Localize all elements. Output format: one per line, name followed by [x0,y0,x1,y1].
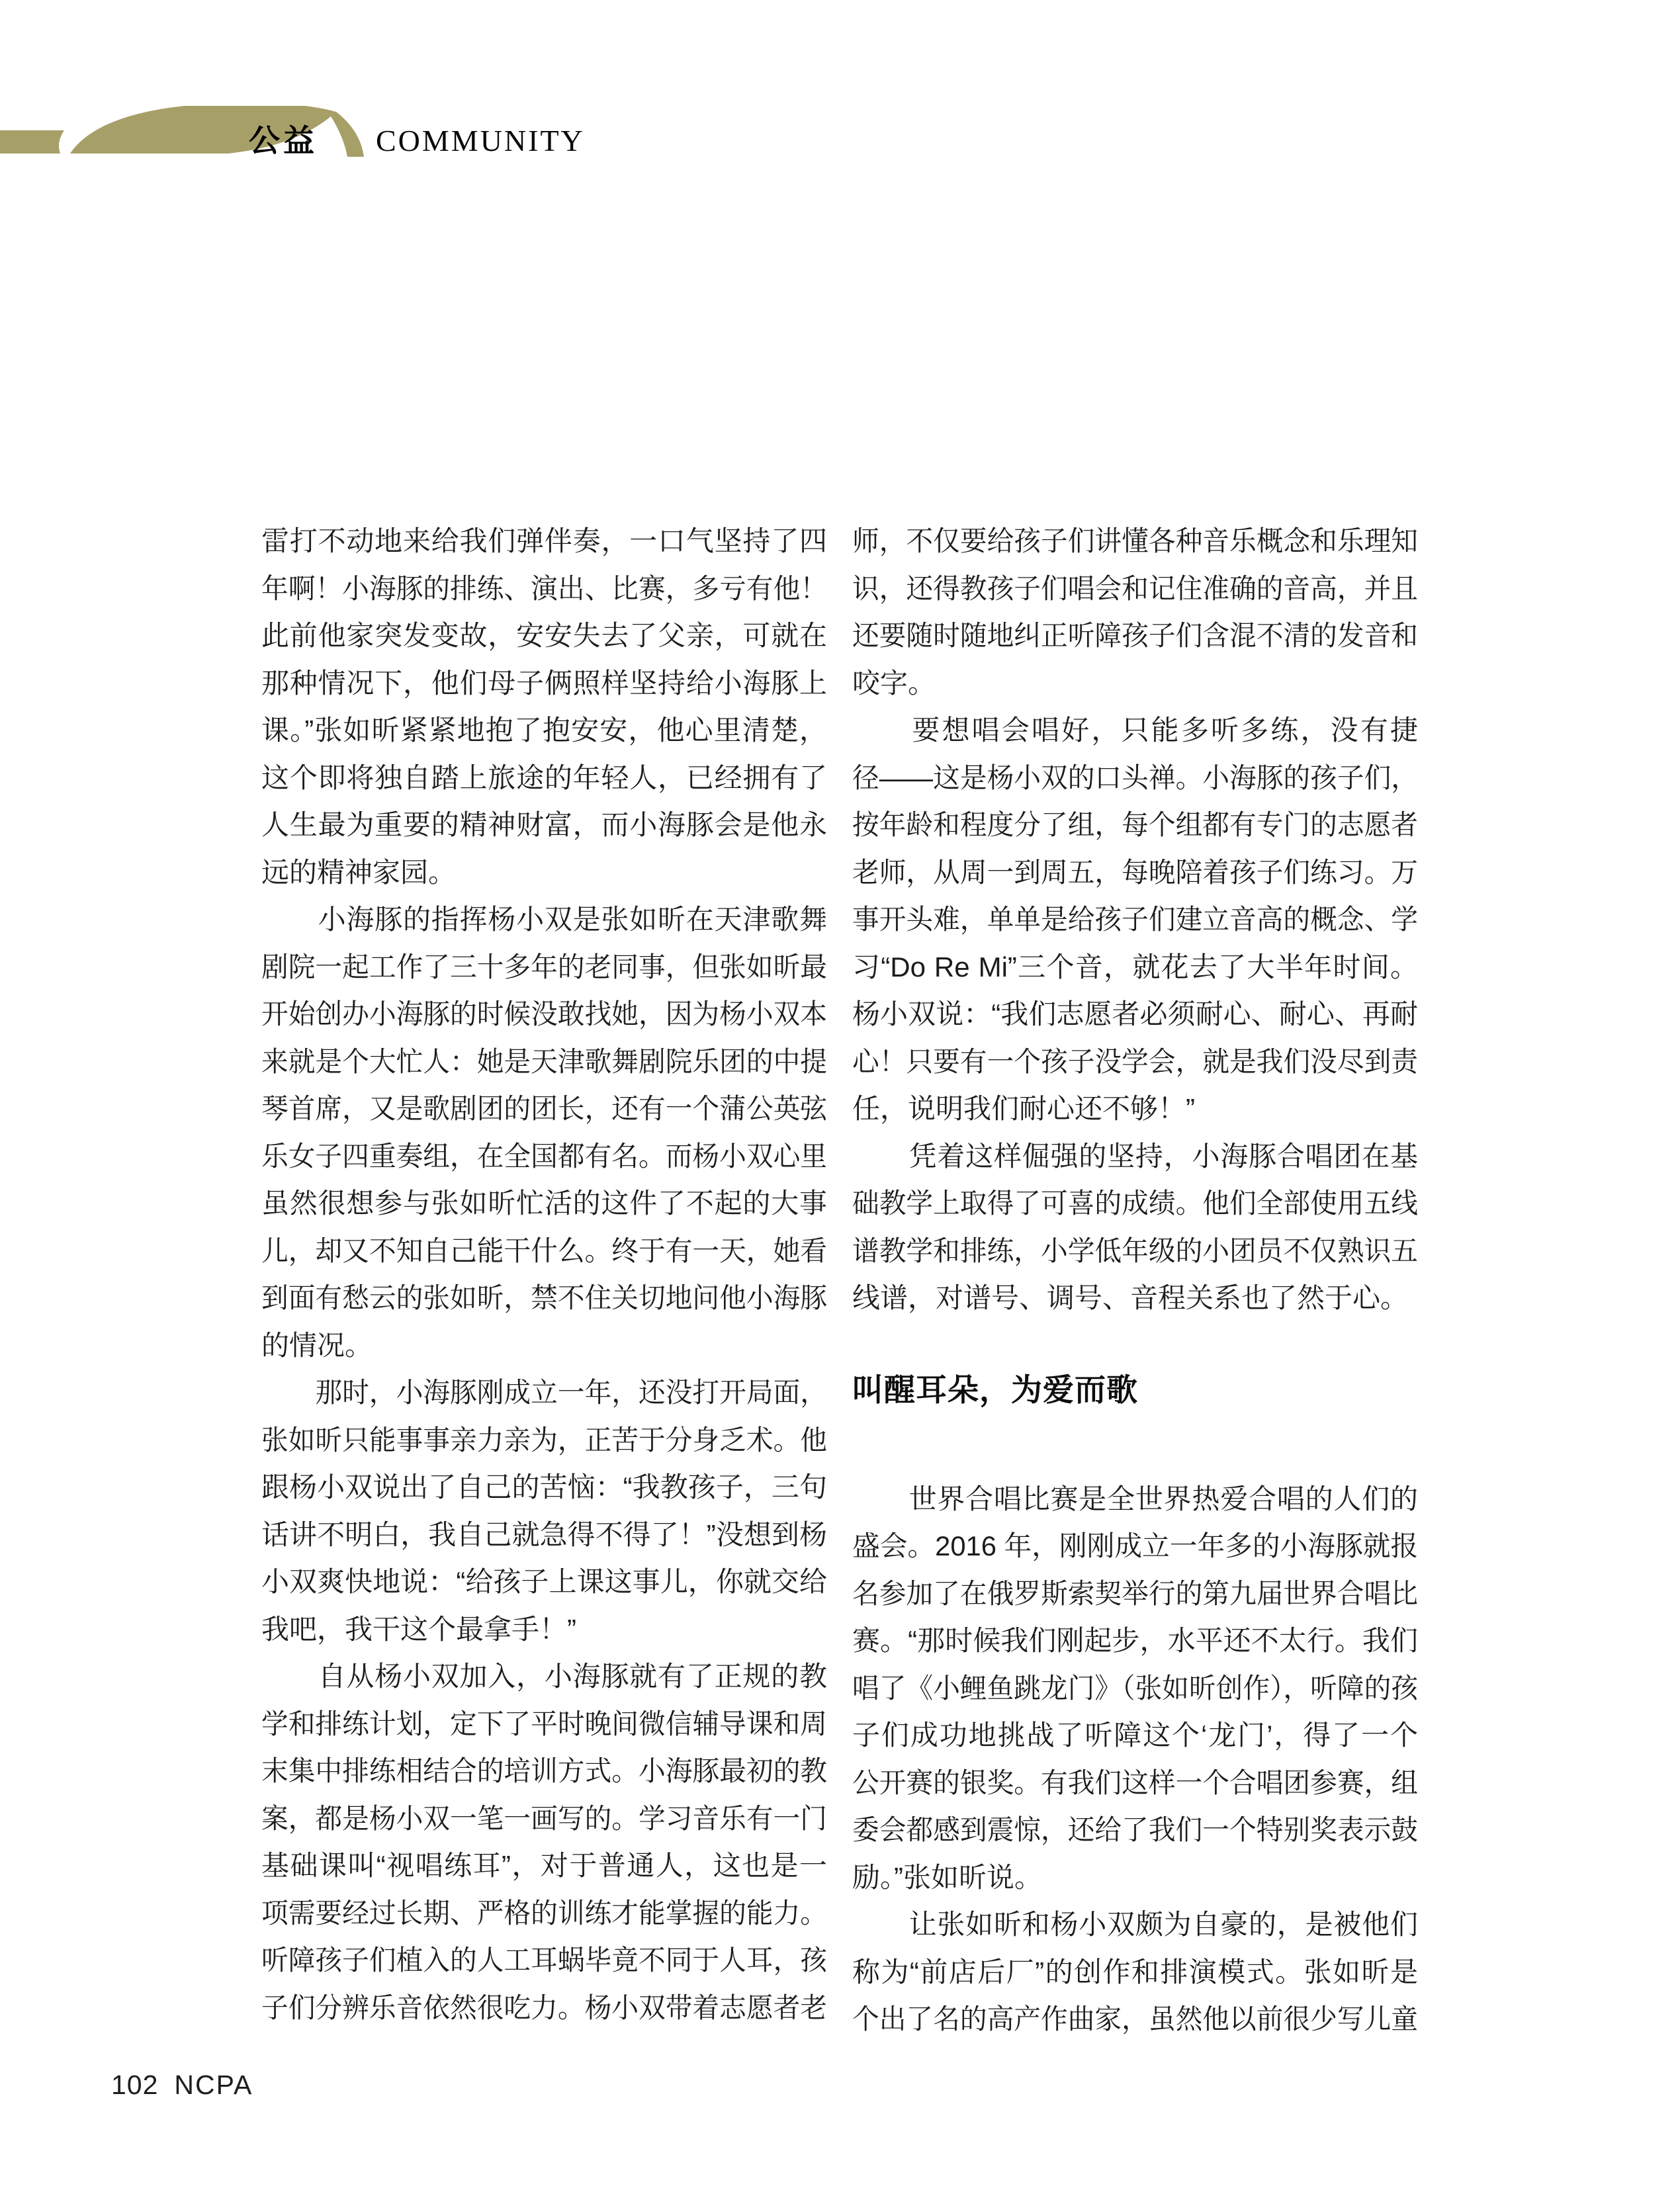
text-line: 杨小双说：“我们志愿者必须耐心、耐心、再耐 [852,998,1418,1029]
text-line: 称为“前店后厂”的创作和排演模式。张如昕是 [852,1956,1418,1988]
text-line: 还要随时随地纠正听障孩子们含混不清的发音和 [852,620,1419,651]
text-line: 心！只要有一个孩子没学会，就是我们没尽到责 [852,1045,1419,1077]
text-line: 凭着这样倔强的坚持，小海豚合唱团在基 [852,1140,1418,1172]
text-line: 学和排练计划，定下了平时晚间微信辅导课和周 [261,1708,828,1739]
text-line: 琴首席，又是歌剧团的团长，还有一个蒲公英弦 [261,1093,828,1124]
paragraph [852,517,1418,707]
text-line: 课。”张如昕紧紧地抱了抱安安，他心里清楚， [261,715,827,746]
text-line: 张如昕只能事事亲力亲为，正苦于分身乏术。他 [261,1424,828,1456]
text-line: 我吧，我干这个最拿手！” [261,1613,576,1645]
text-line: 老师，从周一到周五，每晚陪着孩子们练习。万 [852,856,1419,888]
text-line: 自从杨小双加入，小海豚就有了正规的教 [261,1661,827,1692]
section-mark [0,106,596,192]
text-line: 小双爽快地说：“给孩子上课这事儿，你就交给 [261,1566,827,1597]
text-line: 委会都感到震惊，还给了我们一个特别奖表示鼓 [852,1814,1419,1845]
text-line: 唱了《小鲤鱼跳龙门》（张如昕创作），听障的孩 [852,1672,1419,1704]
text-line: 人生最为重要的精神财富，而小海豚会是他永 [261,809,827,840]
leaf-shape [70,106,364,157]
text-line: 识，还得教孩子们唱会和记住准确的音高，并且 [852,572,1419,604]
text-line: 名参加了在俄罗斯索契举行的第九届世界合唱比 [852,1577,1419,1609]
text-line: 虽然很想参与张如昕忙活的这件了不起的大事 [261,1188,827,1219]
text-line: 话讲不明白，我自己就急得不得了！”没想到杨 [261,1518,827,1550]
text-line: 要想唱会唱好，只能多听多练，没有捷 [852,715,1418,746]
text-line: 儿，却又不知自己能干什么。终于有一天，她看 [261,1235,828,1266]
text-line: 谱教学和排练，小学低年级的小团员不仅熟识五 [852,1235,1419,1266]
text-line: 此前他家突发变故，安安失去了父亲，可就在 [261,620,827,651]
text-line: 子们分辨乐音依然很吃力。杨小双带着志愿者老 [261,1991,828,2023]
section-label-cn: 公益 [249,123,318,158]
text-line: 师，不仅要给孩子们讲懂各种音乐概念和乐理知 [852,525,1419,556]
accent-bar [0,130,64,153]
text-line: 习“Do Re Mi”三个音，就花去了大半年时间。 [852,951,1418,983]
text-line: 事开头难，单单是给孩子们建立音高的概念、学 [852,904,1419,935]
text-line: 按年龄和程度分了组，每个组都有专门的志愿者 [852,809,1419,840]
text-line: 个出了名的高产作曲家，虽然他以前很少写儿童 [852,2003,1419,2035]
footer [111,2070,253,2101]
paragraph [852,1475,1418,1902]
text-line: 小海豚的指挥杨小双是张如昕在天津歌舞 [261,904,827,935]
section-heading: 叫醒耳朵，为爱而歌 [852,1372,1138,1407]
section-label-en: COMMUNITY [376,124,585,157]
page-number: 102 [111,2070,159,2100]
text-line: 年啊！小海豚的排练、演出、比赛，多亏有他！ [261,572,828,604]
paragraph [261,517,827,896]
text-line: 听障孩子们植入的人工耳蜗毕竟不同于人耳，孩 [261,1945,828,1976]
text-line: 跟杨小双说出了自己的苦恼：“我教孩子，三句 [261,1471,827,1503]
text-line: 公开赛的银奖。有我们这样一个合唱团参赛，组 [852,1767,1419,1798]
text-line: 这个即将独自踏上旅途的年轻人，已经拥有了 [261,762,827,793]
text-line: 的情况。 [261,1329,373,1361]
text-line: 础教学上取得了可喜的成绩。他们全部使用五线 [852,1188,1419,1219]
text-line: 剧院一起工作了三十多年的老同事，但张如昕最 [261,951,828,983]
paragraph [852,1901,1418,2043]
text-line: 咬字。 [852,667,936,699]
paragraph [852,1133,1418,1322]
text-line: 径——这是杨小双的口头禅。小海豚的孩子们， [852,762,1419,793]
paragraph [261,896,827,1369]
text-line: 任，说明我们耐心还不够！” [852,1093,1195,1124]
paragraph [261,1653,827,2031]
text-line: 案，都是杨小双一笔一画写的。学习音乐有一门 [261,1802,828,1834]
text-line: 励。”张如昕说。 [852,1861,1042,1893]
text-line: 乐女子四重奏组，在全国都有名。而杨小双心里 [261,1140,828,1172]
text-line: 赛。“那时候我们刚起步，水平还不太行。我们 [852,1625,1418,1656]
text-line: 盛会。2016 年，刚刚成立一年多的小海豚就报 [852,1530,1419,1561]
text-line: 开始创办小海豚的时候没敢找她，因为杨小双本 [261,998,828,1029]
text-line: 那种情况下，他们母子俩照样坚持给小海豚上 [261,667,827,699]
text-line: 远的精神家园。 [261,856,457,888]
publication-name: NCPA [174,2070,253,2100]
left-column [261,517,827,2031]
text-line: 雷打不动地来给我们弹伴奏，一口气坚持了四 [261,525,827,556]
paragraph [852,707,1418,1133]
text-line: 末集中排练相结合的培训方式。小海豚最初的教 [261,1755,828,1786]
text-line: 到面有愁云的张如昕，禁不住关切地问他小海豚 [261,1282,828,1313]
paragraph [261,1369,827,1653]
right-column [852,517,1418,2043]
text-line: 项需要经过长期、严格的训练才能掌握的能力。 [261,1897,828,1929]
text-line: 基础课叫“视唱练耳”，对于普通人，这也是一 [261,1850,827,1881]
text-line: 让张如昕和杨小双颇为自豪的，是被他们 [852,1909,1418,1940]
text-line: 子们成功地挑战了听障这个‘龙门’，得了一个 [852,1720,1418,1751]
text-line: 线谱，对谱号、调号、音程关系也了然于心。 [852,1282,1409,1313]
text-line: 来就是个大忙人：她是天津歌舞剧院乐团的中提 [261,1045,828,1077]
text-line: 世界合唱比赛是全世界热爱合唱的人们的 [852,1483,1418,1514]
text-line: 那时，小海豚刚成立一年，还没打开局面， [261,1377,828,1408]
